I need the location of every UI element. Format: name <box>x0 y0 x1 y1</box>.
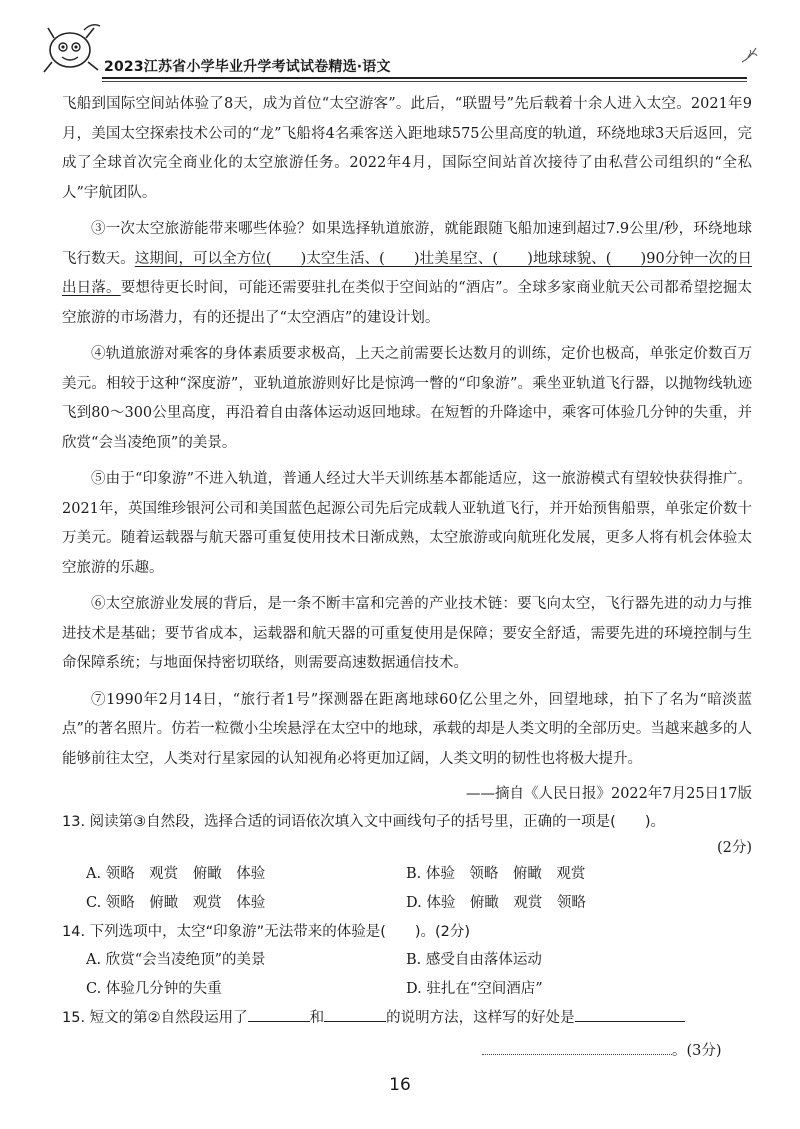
question-15 <box>62 1004 752 1032</box>
answer-line-dotted[interactable] <box>482 1042 672 1055</box>
rocket-mascot-icon <box>40 20 106 80</box>
paragraph-7: ⑦1990年2月14日，“旅行者1号”探测器在距离地球60亿公里之外，回望地球，拍下了名为“暗淡蓝点”的著名照片。仿若一粒微小尘埃悬浮在太空中的地球，承载的却是人类文明的全部历史。当越来越多的人能够前往太空，人类对行星家园的认知视角必将更加辽阔，人类文明的韧性也将极大提升。 <box>62 691 752 767</box>
leaf-decoration-icon <box>740 44 762 66</box>
page-number: 16 <box>389 1075 411 1095</box>
option-13-d[interactable]: D. 体验 俯瞰 观赏 领略 <box>406 895 586 911</box>
question-15-part2: 和 <box>309 1010 325 1026</box>
header-rule <box>102 77 747 79</box>
answer-blank-1[interactable] <box>248 1007 310 1022</box>
paragraph-3 <box>62 215 752 333</box>
option-13-c[interactable]: C. 领略 俯瞰 观赏 体验 <box>86 895 266 911</box>
option-14-b[interactable]: B. 感受自由落体运动 <box>406 952 542 968</box>
question-15-tail: 。(3分) <box>672 1043 722 1059</box>
option-13-a[interactable]: A. 领略 观赏 俯瞰 体验 <box>86 866 266 882</box>
option-14-d[interactable]: D. 驻扎在“空间酒店” <box>406 981 543 997</box>
page-header <box>40 20 760 82</box>
page-content <box>62 90 752 1064</box>
paragraph-3-end: 要想待更长时间，可能还需要驻扎在类似于空间站的“酒店”。全球多家商业航天公司都希望挖掘太空旅游的市场潜力，有的还提出了“太空酒店”的建设计划。 <box>62 280 753 326</box>
question-14: 14. 下列选项中，太空“印象游”无法带来的体验是( )。(2分) <box>62 924 471 940</box>
question-13-score: (2分) <box>716 840 752 856</box>
paragraph-3-underlined: 这期间，可以全方位( )太空生活、( )壮美星空、( )地球球貌、( )90分钟一次的日出日落。 <box>62 250 753 296</box>
paragraph-5: ⑤由于“印象游”不进入轨道，普通人经过大半天训练基本都能适应，这一旅游模式有望较快获得推广。2021年，英国维珍银河公司和美国蓝色起源公司先后完成载人亚轨道飞行，并开始预售船票，单张定价数十万美元。随着运载器与航天器可重复使用技术日渐成熟，太空旅游或向航班化发展，更多人将有机会体验太空旅游的乐趣。 <box>62 471 752 576</box>
paragraph-6: ⑥太空旅游业发展的背后，是一条不断丰富和完善的产业技术链：要飞向太空，飞行器先进的动力与推进技术是基础；要节省成本，运载器和航天器的可重复使用是保障；要安全舒适，需要先进的环境控制与生命保障系统；与地面保持密切联络，则需要高速数据通信技术。 <box>62 596 752 671</box>
header-rule-thin <box>102 81 747 82</box>
source-citation: ——摘自《人民日报》2022年7月25日17版 <box>465 786 752 802</box>
paragraph-4: ④轨道旅游对乘客的身体素质要求极高，上天之前需要长达数月的训练，定价也极高，单张定价数百万美元。相较于这种“深度游”，亚轨道旅游则好比是惊鸿一瞥的“印象游”。乘坐亚轨道飞行器，以抛物线轨迹飞到80～300公里高度，再沿着自由落体运动返回地球。在短暂的升降途中，乘客可体验几分钟的失重，并欣赏“会当凌绝顶”的美景。 <box>62 346 752 451</box>
option-13-b[interactable]: B. 体验 领略 俯瞰 观赏 <box>406 866 586 882</box>
question-15-part1: 15. 短文的第②自然段运用了 <box>62 1010 248 1026</box>
option-14-c[interactable]: C. 体验几分钟的失重 <box>86 981 222 997</box>
paragraph-2-tail: 飞船到国际空间站体验了8天，成为首位“太空游客”。此后，“联盟号”先后载着十余人进入太空。2021年9月，美国太空探索技术公司的“龙”飞船将4名乘客送入距地球575公里高度的轨道，环绕地球3天后返回，完成了全球首次完全商业化的太空旅游任务。2022年4月，国际空间站首次接待了由私营公司组织的“全私人”宇航团队。 <box>62 96 752 201</box>
header-title: 2023江苏省小学毕业升学考试试卷精选·语文 <box>104 59 391 75</box>
question-13: 13. 阅读第③自然段，选择合适的词语依次填入文中画线句子的括号里，正确的一项是( )。 <box>62 814 665 830</box>
answer-blank-2[interactable] <box>324 1007 386 1022</box>
paragraph-3-start: ③一次太空旅游能带来哪些体验？如果选择轨道旅游，就能跟随飞船加速到超过7.9公里/秒，环绕地球飞行数天。 <box>62 221 752 267</box>
question-14-options <box>86 946 752 1004</box>
question-15-part3: 的说明方法，这样写的好处是 <box>386 1010 575 1026</box>
option-14-a[interactable]: A. 欣赏“会当凌绝顶”的美景 <box>86 952 266 968</box>
question-13-options <box>86 860 752 918</box>
answer-blank-3[interactable] <box>575 1007 685 1022</box>
question-15-tail-line <box>482 1038 752 1064</box>
